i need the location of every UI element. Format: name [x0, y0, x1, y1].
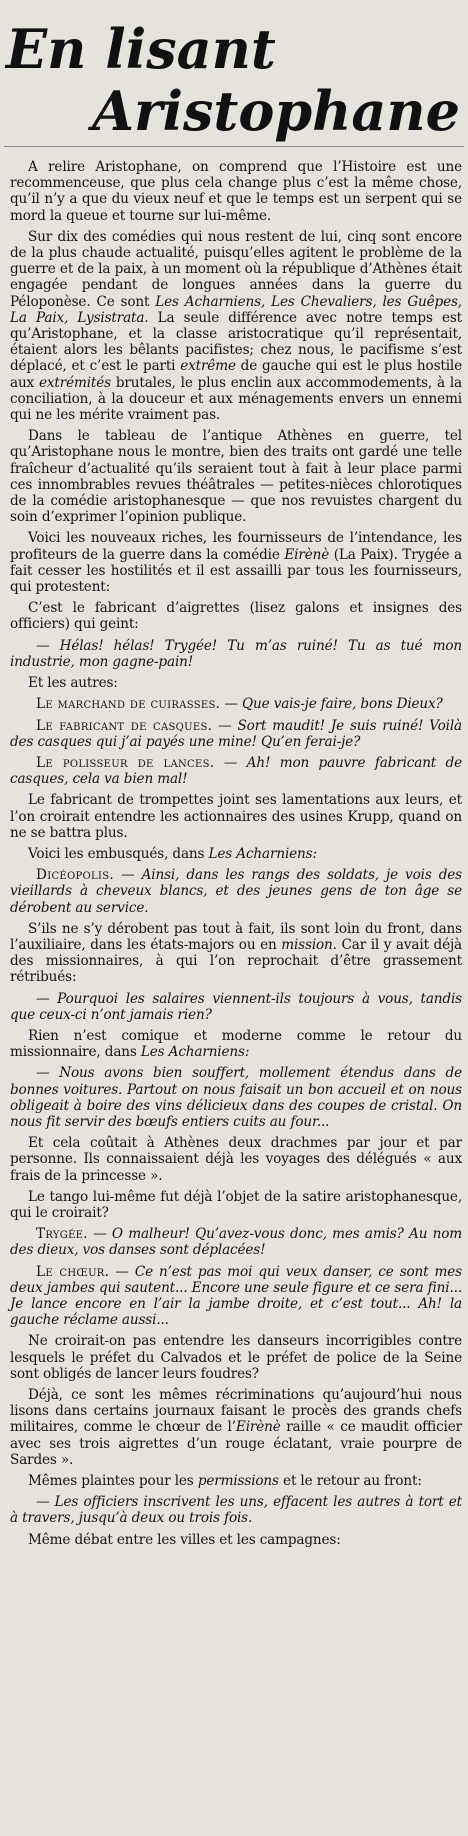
paragraph	[10, 1333, 462, 1382]
text: brutales, le plus enclin aux accommodements, à la conciliation, à la douceur et aux ménagements envers un ennemi qui ne les mérite vraiment pas.	[10, 374, 463, 424]
paragraph	[10, 846, 462, 862]
quote	[10, 1264, 462, 1329]
speaker: Trygée.	[36, 1226, 88, 1243]
paragraph	[10, 229, 462, 423]
text: La seule différence avec notre temps est qu’Aristophane, et la classe aristocratique qu’il représentait, étaient alors les bêlants pacifistes; chez nous, le pacifisme s’est déplacé, et c’est le parti	[10, 309, 462, 375]
speaker: Le chœur.	[36, 1263, 110, 1280]
quote	[10, 1494, 462, 1526]
paragraph	[10, 530, 462, 595]
text: et le retour au front:	[278, 1473, 422, 1490]
article-body	[0, 159, 468, 1548]
paragraph	[10, 600, 462, 632]
text: Ne croirait-on pas entendre les danseurs incorrigibles contre lesquels le préfet du Calvados et le préfet de police de la Seine sont obligés de lancer leurs foudres?	[10, 1333, 462, 1382]
paragraph	[10, 1532, 462, 1548]
paragraph	[10, 792, 462, 841]
quote-text: — O malheur! Qu’avez-vous donc, mes amis? Au nom des dieux, vos danses sont déplacées!	[10, 1226, 462, 1259]
paragraph	[10, 675, 462, 691]
title-divider	[4, 146, 464, 147]
play-titles: Les Acharniens, Les Chevaliers, les Guêpes, La Paix, Lysistrata.	[10, 293, 462, 326]
quote-text: — Sort maudit! Je suis ruiné! Voilà des casques qui j’ai payés une mine! Qu’en ferai-je?	[10, 717, 462, 750]
emphasis: mission.	[281, 936, 337, 953]
text: de gauche qui est le plus hostile aux	[10, 358, 462, 391]
quote-text: — Hélas! hélas! Trygée! Tu m’as ruiné! Tu as tué mon industrie, mon gagne-pain!	[10, 637, 462, 670]
text: Et les autres:	[28, 675, 118, 692]
text: Déjà, ce sont les mêmes récriminations qu’aujourd’hui nous lisons dans certains journaux faisant le procès des grands chefs militaires, comme le chœur de l’	[10, 1387, 462, 1436]
quote	[10, 867, 462, 916]
play-title: Les Acharniens:	[140, 1044, 250, 1061]
title-line-2: Aristophane	[92, 79, 460, 143]
speaker: Le marchand de cuirasses.	[36, 696, 221, 713]
text: (La Paix). Trygée a fait cesser les hostilités et il est assailli par tous les fournisseurs, qui protestent:	[10, 546, 463, 596]
text: Voici les embusqués, dans	[28, 845, 209, 862]
emphasis: extrémités	[39, 374, 111, 391]
paragraph	[10, 1135, 462, 1184]
text: Même débat entre les villes et les campagnes:	[28, 1531, 341, 1548]
quote	[10, 1065, 462, 1130]
play-title: Eirènè	[235, 1419, 281, 1436]
quote-text: — Nous avons bien souffert, mollement étendus dans de bonnes voitures. Partout on nous faisait un bon accueil et on nous obligeait à boire des vins délicieux dans des coupes de cristal. On nous fit servir des bœufs entiers cuits au four...	[10, 1065, 462, 1130]
text: Le tango lui-même fut déjà l’objet de la satire aristophanesque, qui le croirait?	[10, 1188, 462, 1221]
paragraph	[10, 921, 462, 986]
quote-text: — Que vais-je faire, bons Dieux?	[220, 696, 443, 713]
paragraph	[10, 1189, 462, 1221]
quote	[10, 718, 462, 750]
quote-text: — Ah! mon pauvre fabricant de casques, cela va bien mal!	[10, 754, 462, 788]
text: Le fabricant de trompettes joint ses lamentations aux leurs, et l’on croirait entendre les actionnaires des usines Krupp, quand on ne se battra plus.	[10, 792, 462, 841]
speaker: Le polisseur de lances.	[36, 754, 215, 771]
quote	[10, 638, 462, 670]
text: Voici les nouveaux riches, les fournisseurs de l’intendance, les profiteurs de la guerre dans la comédie	[10, 530, 462, 563]
text: C’est le fabricant d’aigrettes (lisez galons et insignes des officiers) qui geint:	[10, 600, 462, 633]
quote-text: — Ainsi, dans les rangs des soldats, je vois des vieillards à cheveux blancs, et des jeunes gens de ton âge se dérobent au service.	[10, 867, 462, 916]
title-line-1: En lisant	[6, 17, 276, 81]
play-title: Eirènè	[284, 546, 330, 563]
text: Car il y avait déjà des missionnaires, à qui l’on reprochait d’être grassement rétribués:	[10, 936, 463, 986]
emphasis: extrême	[180, 358, 236, 375]
quote-text: — Ce n’est pas moi qui veux danser, ce sont mes deux jambes qui sautent... Encore une seule figure et ce sera fini... Je lance encore en l’air la jambe droite, et c’est tout... Ah! la gauche réclame aussi...	[10, 1263, 462, 1329]
paragraph	[10, 1387, 462, 1468]
speaker: Le fabricant de casques.	[36, 717, 213, 734]
emphasis: permissions	[197, 1473, 279, 1490]
text: S’ils ne s’y dérobent pas tout à fait, ils sont loin du front, dans l’auxiliaire, dans les états-majors ou en	[10, 920, 462, 953]
quote	[10, 755, 462, 787]
text: Mêmes plaintes pour les	[28, 1473, 198, 1490]
paragraph	[10, 1028, 462, 1060]
text: Et cela coûtait à Athènes deux drachmes par jour et par personne. Ils connaissaient déjà les voyages des délégués « aux frais de la princesse ».	[10, 1135, 462, 1184]
paragraph	[10, 428, 462, 525]
text: Dans le tableau de l’antique Athènes en guerre, tel qu’Aristophane nous le montre, bien des traits ont gardé une telle fraîcheur d’actualité qu’ils seraient tout à fait à leur place parmi ces innombrables revues théâtrales — petites-nièces chlorotiques de la comédie aristophanesque — que nos revuistes chargent du soin d’exprimer l’opinion publique.	[10, 428, 462, 526]
text: raille « ce maudit officier avec ses trois aigrettes d’un rouge éclatant, vraie pourpre de Sardes ».	[10, 1419, 462, 1468]
speaker: Dicéopolis.	[36, 867, 114, 884]
text: Sur dix des comédies qui nous restent de lui, cinq sont encore de la plus chaude actualité, puisqu’elles agitent le problème de la guerre et de la paix, à un moment où la république d’Athènes était engagée pendant de longues années dans la guerre du Péloponèse. Ce sont	[10, 228, 462, 310]
text: Rien n’est comique et moderne comme le retour du missionnaire, dans	[10, 1027, 462, 1061]
quote	[10, 696, 462, 712]
quote	[10, 1226, 462, 1258]
paragraph	[10, 159, 462, 224]
paragraph	[10, 1473, 462, 1489]
quote	[10, 991, 462, 1023]
text: A relire Aristophane, on comprend que l’Histoire est une recommenceuse, que plus cela change plus c’est la même chose, qu’il n’y a que du vieux neuf et que le temps est un serpent qui se mord la queue et tourne sur lui-même.	[10, 159, 462, 224]
play-title: Les Acharniens:	[208, 845, 317, 862]
quote-text: — Les officiers inscrivent les uns, effacent les autres à tort et à travers, jusqu’à deux ou trois fois.	[10, 1494, 462, 1527]
quote-text: — Pourquoi les salaires viennent-ils toujours à vous, tandis que ceux-ci n’ont jamais rien?	[10, 990, 462, 1023]
